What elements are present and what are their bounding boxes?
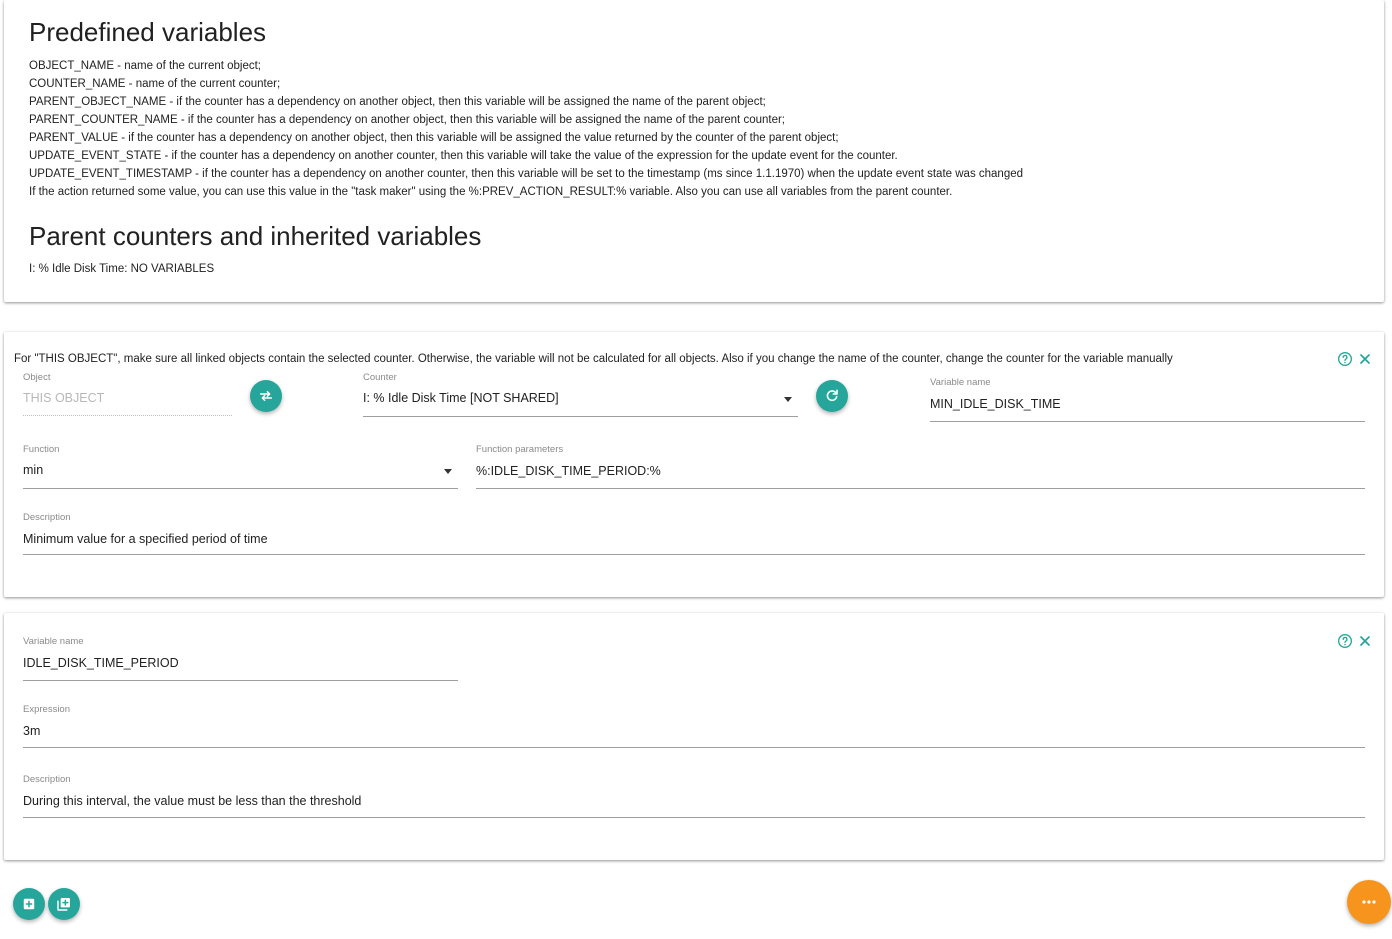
variable-name-field[interactable] bbox=[930, 377, 1365, 423]
refresh-counter-button[interactable] bbox=[816, 380, 848, 412]
variables-info-card bbox=[4, 0, 1384, 302]
description-value: Minimum value for a specified period of time bbox=[23, 532, 268, 546]
close-icon[interactable] bbox=[1357, 351, 1373, 367]
description-value: During this interval, the value must be less than the threshold bbox=[23, 794, 362, 808]
description-label: Description bbox=[23, 512, 71, 523]
list-item: UPDATE_EVENT_STATE - if the counter has a dependency on another counter, then this variable will take the value of the expression for the update event for the counter. bbox=[29, 150, 898, 162]
more-horiz-icon bbox=[1362, 899, 1376, 905]
list-item: OBJECT_NAME - name of the current object; bbox=[29, 60, 262, 72]
function-label: Function bbox=[23, 444, 60, 455]
function-parameters-underline bbox=[476, 488, 1365, 489]
list-item: PARENT_OBJECT_NAME - if the counter has a dependency on another object, then this variable will be assigned the name of the parent object; bbox=[29, 96, 766, 108]
variable-name-underline bbox=[930, 421, 1365, 422]
function-variable-card bbox=[4, 332, 1384, 597]
help-icon[interactable] bbox=[1337, 351, 1353, 367]
list-item: PARENT_VALUE - if the counter has a dependency on another object, then this variable will be assigned the value returned by the counter of the parent object; bbox=[29, 132, 839, 144]
predefined-variables-list bbox=[29, 57, 1023, 201]
card-actions bbox=[1337, 633, 1373, 649]
refresh-icon bbox=[824, 388, 840, 404]
description-field[interactable] bbox=[23, 512, 1365, 558]
variable-name-underline bbox=[23, 680, 458, 681]
this-object-notice: For "THIS OBJECT", make sure all linked objects contain the selected counter. Otherwise, the variable will not be calculated for all objects. Also if you change the name of the counter, change the counter for the variable manually bbox=[14, 353, 1173, 365]
chevron-down-icon bbox=[784, 397, 792, 402]
object-value: THIS OBJECT bbox=[23, 391, 105, 405]
function-parameters-value: %:IDLE_DISK_TIME_PERIOD:% bbox=[476, 464, 661, 478]
function-select[interactable] bbox=[23, 444, 458, 490]
function-underline bbox=[23, 488, 458, 489]
parent-counters-title: Parent counters and inherited variables bbox=[29, 221, 482, 251]
counter-value: I: % Idle Disk Time [NOT SHARED] bbox=[363, 391, 559, 405]
predefined-variables-title: Predefined variables bbox=[29, 17, 267, 47]
counter-select[interactable] bbox=[363, 372, 798, 418]
swap-icon bbox=[258, 388, 274, 404]
expression-field[interactable] bbox=[23, 704, 1365, 750]
list-item: COUNTER_NAME - name of the current counter; bbox=[29, 78, 281, 90]
function-value: min bbox=[23, 463, 44, 477]
chevron-down-icon bbox=[444, 469, 452, 474]
variable-name-value: MIN_IDLE_DISK_TIME bbox=[930, 397, 1061, 411]
list-item: UPDATE_EVENT_TIMESTAMP - if the counter has a dependency on another counter, then this variable will be set to the timestamp (ms since 1.1.1970) when the update event state was changed bbox=[29, 168, 1024, 180]
list-item: If the action returned some value, you can use this value in the "task maker" using the %:PREV_ACTION_RESULT:% variable. Also you can use all variables from the parent counter. bbox=[29, 186, 953, 198]
swap-object-button[interactable] bbox=[250, 380, 282, 412]
description-label: Description bbox=[23, 774, 71, 785]
close-icon[interactable] bbox=[1357, 633, 1373, 649]
counter-underline bbox=[363, 416, 798, 417]
expression-variable-card bbox=[4, 613, 1384, 860]
variable-name-label: Variable name bbox=[930, 377, 991, 388]
expression-description-field[interactable] bbox=[23, 774, 1365, 820]
help-icon[interactable] bbox=[1337, 633, 1353, 649]
parent-counters-text: I: % Idle Disk Time: NO VARIABLES bbox=[29, 263, 215, 275]
expression-label: Expression bbox=[23, 704, 70, 715]
expression-variable-name-field[interactable] bbox=[23, 636, 458, 682]
expression-underline bbox=[23, 747, 1365, 748]
description-underline bbox=[23, 554, 1365, 555]
object-field[interactable] bbox=[23, 372, 232, 418]
library-add-icon bbox=[56, 896, 72, 912]
add-box-icon bbox=[22, 897, 36, 911]
card-actions bbox=[1337, 351, 1373, 367]
add-variable-button[interactable] bbox=[13, 888, 45, 920]
variable-name-value: IDLE_DISK_TIME_PERIOD bbox=[23, 656, 179, 670]
object-label: Object bbox=[23, 372, 51, 383]
expression-value: 3m bbox=[23, 724, 41, 738]
variable-name-label: Variable name bbox=[23, 636, 84, 647]
function-parameters-field[interactable] bbox=[476, 444, 1365, 490]
function-parameters-label: Function parameters bbox=[476, 444, 564, 455]
list-item: PARENT_COUNTER_NAME - if the counter has a dependency on another object, then this variable will be assigned the name of the parent counter; bbox=[29, 114, 786, 126]
counter-label: Counter bbox=[363, 372, 397, 383]
more-actions-button[interactable] bbox=[1347, 880, 1391, 924]
object-underline bbox=[23, 415, 232, 416]
add-expression-button[interactable] bbox=[48, 888, 80, 920]
description-underline bbox=[23, 817, 1365, 818]
